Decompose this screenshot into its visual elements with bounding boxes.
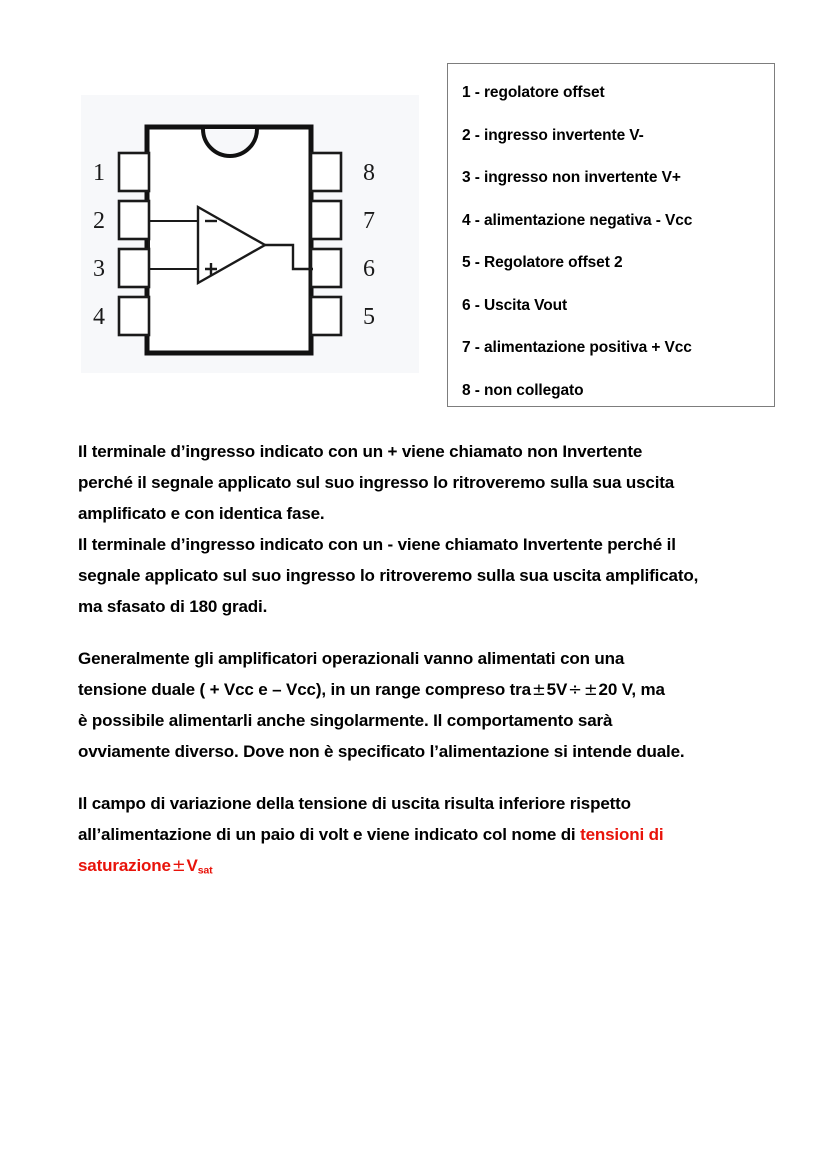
p4-line-2-red: tensioni di	[580, 825, 664, 844]
pin-pad-right-6	[311, 249, 341, 287]
pin-pad-left-1	[119, 153, 149, 191]
pin-number-3: 3	[93, 256, 105, 282]
p1-line-2: perché il segnale applicato sul suo ingresso lo ritroveremo sulla sua uscita	[78, 473, 675, 492]
pin-legend-item-8: 8 - non collegato	[462, 381, 584, 399]
pin-number-8: 8	[363, 160, 375, 186]
p3-line-2-text: tensione duale ( + Vcc e – Vcc), in un range compreso tra	[78, 680, 531, 699]
pin-pad-left-4	[119, 297, 149, 335]
vsat-base: V	[186, 856, 198, 875]
body-copy	[78, 436, 754, 886]
pin-number-6: 6	[363, 256, 375, 282]
plus-minus-symbol-1: ±	[531, 680, 546, 699]
p1-line-3: amplificato e con identica fase.	[78, 504, 325, 523]
p3-line-3: è possibile alimentarli anche singolarmente. Il comportamento sarà	[78, 711, 613, 730]
paragraph-noninverting	[78, 436, 754, 529]
p3-value-1: 5V	[546, 680, 568, 699]
pin-legend-list	[448, 64, 774, 399]
p4-line-3-red: saturazione	[78, 856, 171, 875]
p4-line-2-black: all’alimentazione di un paio di volt e viene indicato col nome di	[78, 825, 581, 844]
pin-pad-right-5	[311, 297, 341, 335]
pin-number-4: 4	[93, 304, 105, 330]
paragraph-power-supply	[78, 643, 754, 767]
paragraph-inverting	[78, 529, 754, 622]
pin-number-2: 2	[93, 208, 105, 234]
p3-line-4: ovviamente diverso. Dove non è specificato l’alimentazione si intende duale.	[78, 742, 685, 761]
p2-line-1: Il terminale d’ingresso indicato con un - viene chiamato Invertente perché il	[78, 535, 676, 554]
pin-legend-item-4: 4 - alimentazione negativa - Vcc	[462, 211, 693, 229]
pin-number-1: 1	[93, 160, 105, 186]
paragraph-saturation	[78, 788, 754, 886]
vsat-subscript: sat	[197, 864, 213, 877]
pin-legend-item-6: 6 - Uscita Vout	[462, 296, 568, 314]
p3-value-2: 20 V, ma	[598, 680, 665, 699]
p2-line-3: ma sfasato di 180 gradi.	[78, 597, 268, 616]
p2-line-2: segnale applicato sul suo ingresso lo ritroveremo sulla sua uscita amplificato,	[78, 566, 699, 585]
pin-pad-right-8	[311, 153, 341, 191]
pin-legend-box	[447, 63, 775, 407]
p1-line-1: Il terminale d’ingresso indicato con un + viene chiamato non Invertente	[78, 442, 643, 461]
dip8-package-drawing	[81, 95, 419, 373]
p3-line-1: Generalmente gli amplificatori operazionali vanno alimentati con una	[78, 649, 625, 668]
pin-legend-item-1: 1 - regolatore offset	[462, 84, 605, 101]
ic-pinout-figure	[81, 95, 419, 373]
pin-legend-item-7: 7 - alimentazione positiva + Vcc	[462, 339, 692, 357]
plus-minus-symbol-vsat: ±	[171, 856, 186, 875]
pin-pad-right-7	[311, 201, 341, 239]
pin-number-7: 7	[363, 208, 375, 234]
pin-number-5: 5	[363, 304, 375, 330]
division-symbol: ÷	[568, 680, 582, 699]
pin-pad-left-2	[119, 201, 149, 239]
pin-legend-item-3: 3 - ingresso non invertente V+	[462, 169, 681, 187]
plus-minus-symbol-2: ±	[583, 680, 598, 699]
p4-line-1: Il campo di variazione della tensione di uscita risulta inferiore rispetto	[78, 794, 631, 813]
pin-legend-item-5: 5 - Regolatore offset 2	[462, 254, 623, 272]
pin-legend-item-2: 2 - ingresso invertente V-	[462, 126, 644, 144]
pin-pad-left-3	[119, 249, 149, 287]
